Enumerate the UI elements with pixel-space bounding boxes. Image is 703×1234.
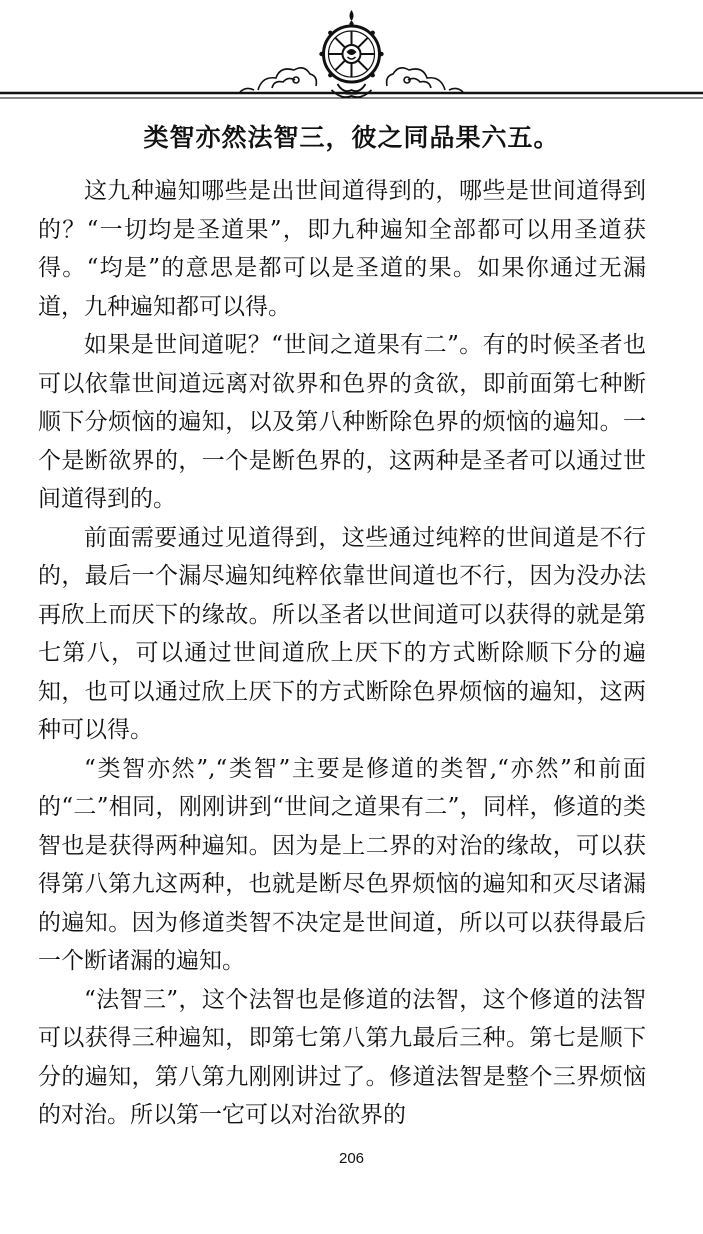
page-number: 206 [338, 1150, 365, 1167]
right-cloud-icon [387, 68, 463, 92]
header-ornament [0, 0, 703, 110]
paragraph: 前面需要通过见道得到，这些通过纯粹的世间道是不行的，最后一个漏尽遍知纯粹依靠世间道也不行，因为没办法再欣上而厌下的缘故。所以圣者以世间道可以获得的就是第七第八，可以通过世间道欣上厌下的方式断除顺下分的遍知，也可以通过欣上厌下的方式断除色界烦恼的遍知，这两种可以得。 [38, 524, 646, 743]
paragraph: 这九种遍知哪些是出世间道得到的，哪些是世间道得到的？“一切均是圣道果”，即九种遍知全部都可以用圣道获得。“均是”的意思是都可以是圣道的果。如果你通过无漏道，九种遍知都可以得。 [38, 178, 646, 320]
paragraph: “法智三”，这个法智也是修道的法智，这个修道的法智可以获得三种遍知，即第七第八第九最后三种。第七是顺下分的遍知，第八第九刚刚讲过了。修道法智是整个三界烦恼的对治。所以第一它可以对治欲界的 [38, 986, 646, 1128]
dharma-wheel-icon [319, 10, 383, 97]
section-verse-title: 类智亦然法智三，彼之同品果六五。 [143, 123, 560, 152]
paragraph: “类智亦然”,“类智”主要是修道的类智,“亦然”和前面的“二”相同，刚刚讲到“世间之道果有二”，同样，修道的类智也是获得两种遍知。因为是上二界的对治的缘故，可以获得第八第九这两种，也就是断尽色界烦恼的遍知和灭尽诸漏的遍知。因为修道类智不决定是世间道，所以可以获得最后一个断诸漏的遍知。 [38, 755, 646, 974]
body-text [38, 172, 646, 1135]
paragraph: 如果是世间道呢？“世间之道果有二”。有的时候圣者也可以依靠世间道远离对欲界和色界的贪欲，即前面第七种断顺下分烦恼的遍知，以及第八种断除色界的烦恼的遍知。一个是断欲界的，一个是断色界的，这两种是圣者可以通过世间道得到的。 [38, 332, 646, 512]
left-cloud-icon [240, 68, 316, 92]
